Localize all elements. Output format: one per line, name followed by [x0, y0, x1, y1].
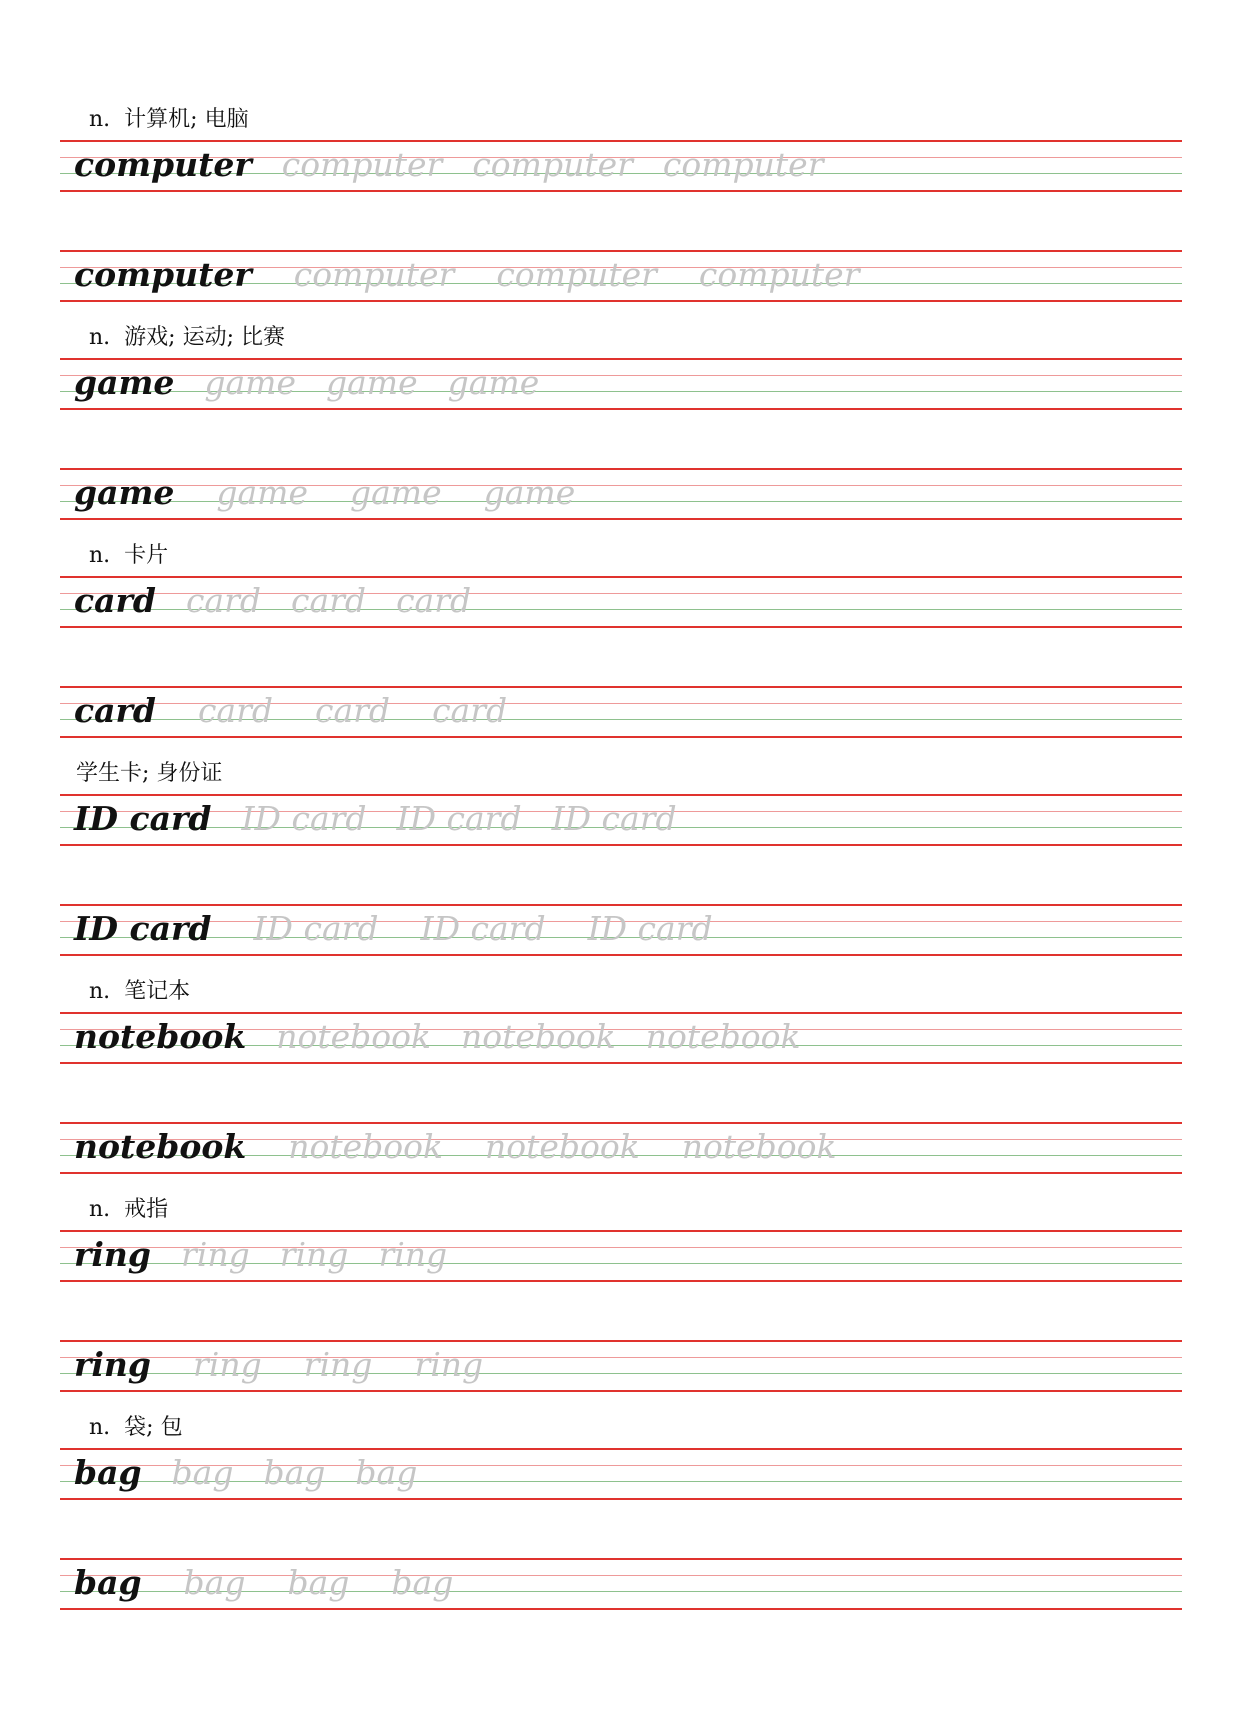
trace-word: ring — [181, 1235, 250, 1274]
model-word: game — [74, 473, 175, 512]
trace-word: ID card — [551, 799, 677, 838]
writing-row — [60, 1558, 1182, 1610]
writing-row — [60, 250, 1182, 302]
trace-word: game — [326, 363, 418, 402]
word-group — [74, 1338, 483, 1392]
trace-word: bag — [183, 1563, 246, 1602]
trace-word: notebook — [288, 1127, 443, 1166]
chinese-meaning: 学生卡; 身份证 — [76, 761, 223, 786]
trace-word: ID card — [241, 799, 367, 838]
model-word: notebook — [74, 1127, 247, 1166]
trace-word: card — [197, 691, 273, 730]
word-group — [74, 466, 575, 520]
trace-word: ring — [303, 1345, 373, 1384]
trace-word: card — [396, 581, 472, 620]
writing-row — [60, 140, 1182, 192]
vocab-entry — [0, 1416, 1242, 1636]
part-of-speech: n. — [89, 325, 111, 350]
trace-word: notebook — [681, 1127, 837, 1166]
word-group — [74, 1446, 417, 1500]
model-word: bag — [74, 1563, 142, 1602]
chinese-meaning: 笔记本 — [124, 979, 191, 1004]
trace-word: computer — [293, 255, 455, 294]
word-group — [74, 1120, 837, 1174]
model-word: ring — [74, 1345, 151, 1384]
chinese-meaning: 袋; 包 — [124, 1415, 183, 1440]
meaning-label — [89, 1416, 183, 1440]
trace-word: bag — [287, 1563, 350, 1602]
model-word: game — [74, 363, 175, 402]
writing-row — [60, 1230, 1182, 1282]
chinese-meaning: 卡片 — [124, 543, 169, 568]
trace-word: game — [216, 473, 308, 512]
part-of-speech: n. — [89, 107, 111, 132]
writing-row — [60, 1340, 1182, 1392]
meaning-label — [89, 544, 168, 568]
trace-word: card — [291, 581, 367, 620]
meaning-label — [89, 326, 285, 350]
trace-word: ID card — [396, 799, 522, 838]
part-of-speech: n. — [89, 1197, 111, 1222]
writing-row — [60, 358, 1182, 410]
trace-word: ring — [378, 1235, 448, 1274]
trace-word: card — [432, 691, 508, 730]
chinese-meaning: 计算机; 电脑 — [124, 107, 249, 132]
writing-row — [60, 1448, 1182, 1500]
trace-word: computer — [496, 255, 657, 294]
writing-row — [60, 686, 1182, 738]
trace-word: computer — [472, 145, 633, 184]
model-word: computer — [74, 255, 252, 294]
model-word: computer — [74, 145, 252, 184]
trace-word: computer — [698, 255, 860, 294]
trace-word: game — [483, 473, 576, 512]
vocab-entry — [0, 544, 1242, 764]
model-word: card — [74, 691, 156, 730]
word-group — [74, 792, 677, 846]
word-group — [74, 138, 824, 192]
trace-word: notebook — [484, 1127, 640, 1166]
trace-word: card — [315, 691, 391, 730]
writing-row — [60, 794, 1182, 846]
trace-word: notebook — [276, 1017, 431, 1056]
trace-word: bag — [171, 1453, 234, 1492]
model-word: bag — [74, 1453, 142, 1492]
vocab-entry — [0, 1198, 1242, 1418]
word-group — [74, 1228, 447, 1282]
trace-word: bag — [355, 1453, 418, 1492]
meaning-label — [76, 762, 222, 786]
trace-word: notebook — [460, 1017, 616, 1056]
chinese-meaning: 戒指 — [124, 1197, 169, 1222]
chinese-meaning: 游戏; 运动; 比赛 — [124, 325, 285, 350]
trace-word: ID card — [420, 909, 546, 948]
model-word: notebook — [74, 1017, 247, 1056]
trace-word: computer — [281, 145, 443, 184]
trace-word: game — [350, 473, 442, 512]
word-group — [74, 684, 507, 738]
word-group — [74, 1556, 453, 1610]
word-group — [74, 574, 471, 628]
part-of-speech: n. — [89, 979, 111, 1004]
model-word: ID card — [74, 909, 212, 948]
meaning-label — [89, 108, 249, 132]
word-group — [74, 356, 539, 410]
writing-row — [60, 468, 1182, 520]
vocab-entry — [0, 108, 1242, 328]
model-word: ID card — [74, 799, 212, 838]
trace-word: notebook — [645, 1017, 801, 1056]
trace-word: game — [447, 363, 540, 402]
vocab-entry — [0, 980, 1242, 1200]
word-group — [74, 902, 713, 956]
meaning-label — [89, 980, 190, 1004]
trace-word: bag — [263, 1453, 326, 1492]
vocab-entry — [0, 326, 1242, 546]
word-group — [74, 1010, 801, 1064]
writing-row — [60, 1122, 1182, 1174]
trace-word: ring — [414, 1345, 484, 1384]
trace-word: ID card — [253, 909, 379, 948]
word-group — [74, 248, 860, 302]
trace-word: ring — [193, 1345, 262, 1384]
writing-row — [60, 576, 1182, 628]
writing-row — [60, 1012, 1182, 1064]
part-of-speech: n. — [89, 1415, 111, 1440]
model-word: ring — [74, 1235, 151, 1274]
trace-word: ID card — [587, 909, 713, 948]
trace-word: ring — [279, 1235, 349, 1274]
meaning-label — [89, 1198, 168, 1222]
model-word: card — [74, 581, 156, 620]
part-of-speech: n. — [89, 543, 111, 568]
writing-row — [60, 904, 1182, 956]
trace-word: computer — [662, 145, 824, 184]
vocab-entry — [0, 762, 1242, 982]
trace-word: bag — [391, 1563, 454, 1602]
trace-word: card — [185, 581, 261, 620]
trace-word: game — [204, 363, 296, 402]
